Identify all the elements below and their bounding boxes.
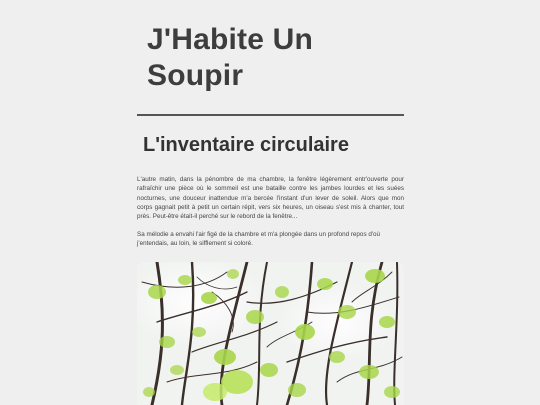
post-title[interactable]: L'inventaire circulaire xyxy=(143,134,349,156)
header-divider xyxy=(137,114,404,116)
post-image xyxy=(137,262,404,405)
post-paragraph-2: Sa mélodie a envahi l'air figé de la chambre et m'a plongée dans un profond repos d'où j'entendais, au loin, le sifflement si coloré. xyxy=(137,231,381,248)
tree-branches-photo xyxy=(137,262,404,405)
post-paragraph-1: L'autre matin, dans la pénombre de ma chambre, la fenêtre légèrement entr'ouverte pour rafraîchir une pièce où le sommeil est une bataille contre les jambes lourdes et les suées nocturnes, une douceur inattendue m'a bercée l'instant d'un lever de soleil. Alors que mon corps gagnait petit à petit un certain répit, vers six heures, un oiseau s'est mis à chanter, tout près. Peut-être était-il perché sur le rebord de la fenêtre... xyxy=(137,176,404,221)
site-title[interactable]: J'Habite Un Soupir xyxy=(147,23,314,92)
